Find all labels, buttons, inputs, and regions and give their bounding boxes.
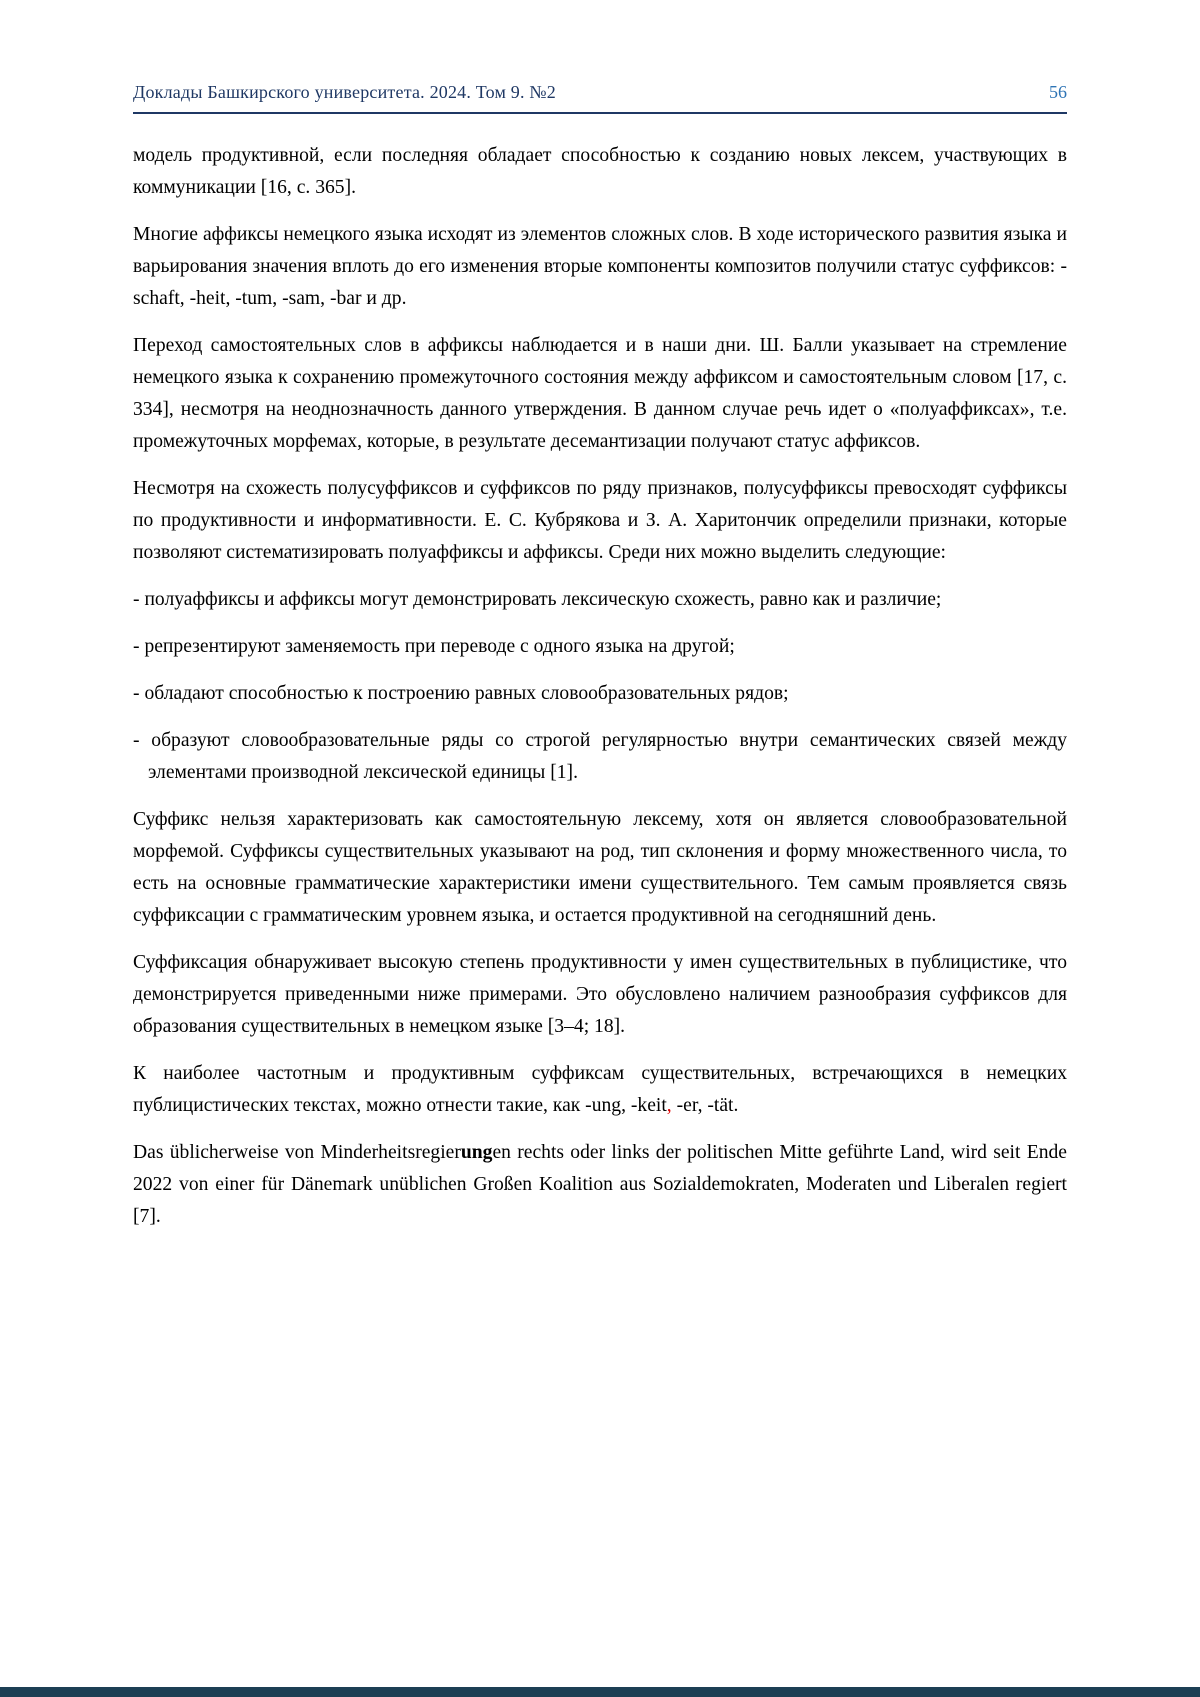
frequent-suffixes-text: К наиболее частотным и продуктивным суффиксам существительных, встречающихся в немецких публицистических текстах, можно отнести такие, как -ung, -keit (133, 1063, 1067, 1116)
list-dash-marker: - (133, 636, 140, 657)
article-body (133, 140, 1067, 1233)
list-dash-marker: - (133, 730, 140, 751)
paragraph-affix-origin: Многие аффиксы немецкого языка исходят из элементов сложных слов. В ходе исторического развития языка и варьирования значения вплоть до его изменения вторые компоненты композитов получили статус суффиксов: -schaft, -heit, -tum, -sam, -bar и др. (133, 224, 1067, 309)
german-example-text-end: en rechts oder links der politischen Mitte geführte Land, wird seit Ende 2022 von einer für Dänemark unüblichen Großen Koalition aus Sozialdemokraten, Moderaten und Liberalen regiert [7]. (133, 1142, 1067, 1227)
paragraph-semiaffixes: Переход самостоятельных слов в аффиксы наблюдается и в наши дни. Ш. Балли указывает на стремление немецкого языка к сохранению промежуточного состояния между аффиксом и самостоятельным словом [17, с. 334], несмотря на неоднозначность данного утверждения. В данном случае речь идет о «полуаффиксах», т.е. промежуточных морфемах, которые, в результате десемантизации получают статус аффиксов. (133, 335, 1067, 452)
paragraph-german-example (133, 1137, 1067, 1233)
frequent-suffixes-text-end: -er, -tät. (671, 1095, 739, 1116)
list-dash-marker: - (133, 589, 140, 610)
list-item-text: образуют словообразовательные ряды со строгой регулярностью внутри семантических связей между элементами производной лексической единицы [1]. (148, 730, 1067, 783)
list-item (133, 584, 1067, 616)
highlighted-suffix-ung: ung (460, 1142, 493, 1163)
journal-title: Доклады Башкирского университета. 2024. Том 9. №2 (133, 82, 556, 102)
page-number: 56 (1049, 82, 1067, 102)
paragraph-semisuffix-features: Несмотря на схожесть полусуффиксов и суффиксов по ряду признаков, полусуффиксы превосходят суффиксы по продуктивности и информативности. Е. С. Кубрякова и З. А. Харитончик определили признаки, которые позволяют систематизировать полуаффиксы и аффиксы. Среди них можно выделить следующие: (133, 478, 1067, 563)
list-item (133, 631, 1067, 663)
page-header (133, 82, 1067, 114)
red-comma: , (666, 1095, 672, 1116)
paragraph-suffixation-productivity: Суффиксация обнаруживает высокую степень продуктивности у имен существительных в публицистике, что демонстрируется приведенными ниже примерами. Это обусловлено наличием разнообразия суффиксов для образования существительных в немецком языке [3–4; 18]. (133, 952, 1067, 1037)
list-item-text: полуаффиксы и аффиксы могут демонстрировать лексическую схожесть, равно как и различие; (144, 589, 942, 610)
german-example-text: Das üblicherweise von Minderheitsregier (133, 1142, 461, 1163)
paragraph-suffix-grammar: Суффикс нельзя характеризовать как самостоятельную лексему, хотя он является словообразовательной морфемой. Суффиксы существительных указывают на род, тип склонения и форму множественного числа, то есть на основные грамматические характеристики имени существительного. Тем самым проявляется связь суффиксации с грамматическим уровнем языка, и остается продуктивной на сегодняшний день. (133, 809, 1067, 926)
feature-list (133, 584, 1067, 789)
list-item (133, 678, 1067, 710)
list-item-text: репрезентируют заменяемость при переводе с одного языка на другой; (144, 636, 735, 657)
paragraph-frequent-suffixes (133, 1058, 1067, 1122)
list-item-text: обладают способностью к построению равных словообразовательных рядов; (144, 683, 789, 704)
list-dash-marker: - (133, 683, 140, 704)
footer-bar (0, 1687, 1200, 1697)
paragraph-continuation: модель продуктивной, если последняя обладает способностью к созданию новых лексем, участвующих в коммуникации [16, с. 365]. (133, 145, 1067, 198)
list-item (133, 725, 1067, 789)
